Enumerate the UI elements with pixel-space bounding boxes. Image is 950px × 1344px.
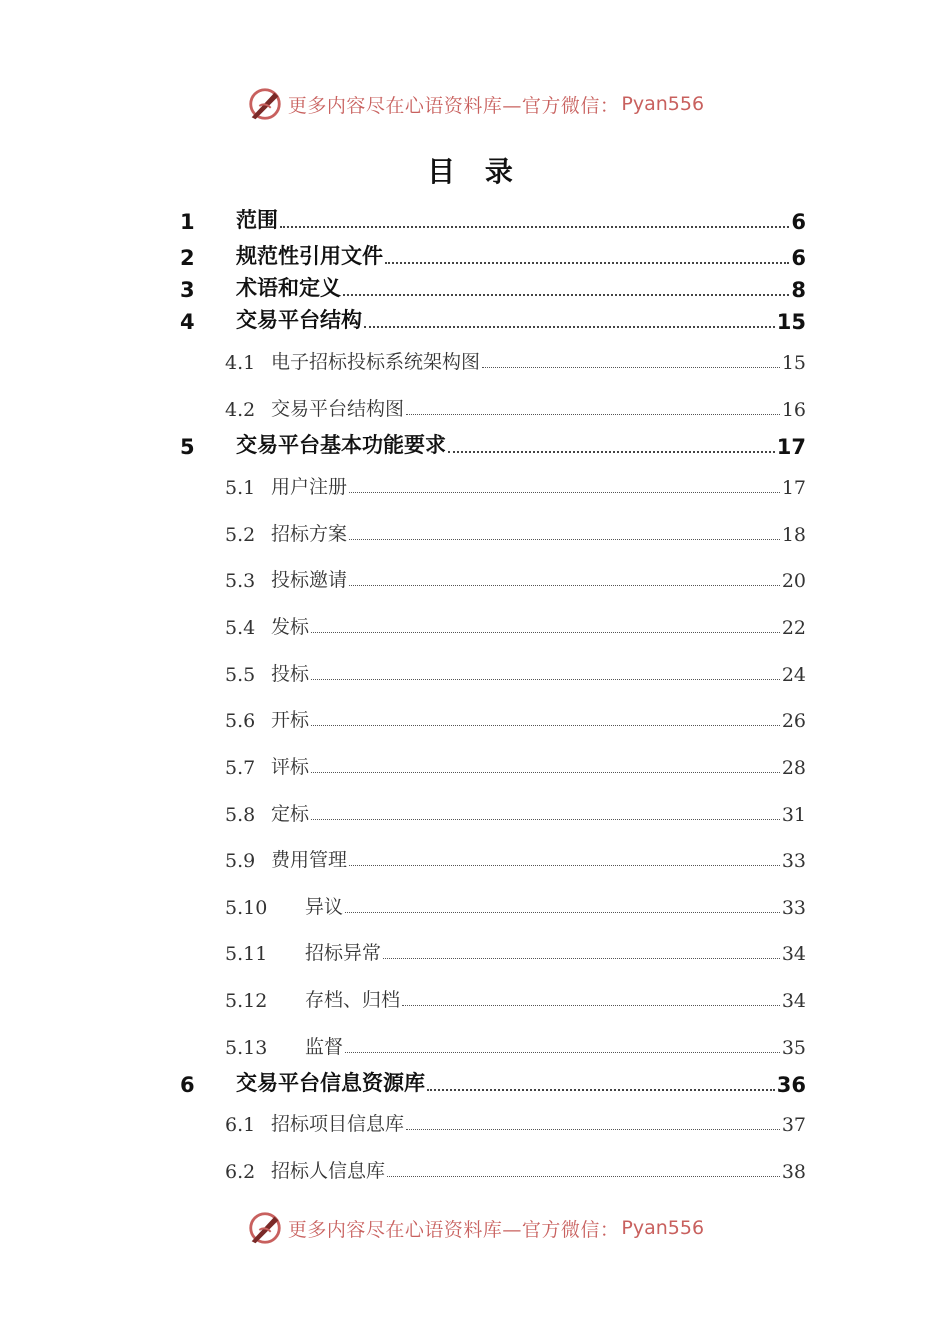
toc-page: 26 bbox=[781, 710, 806, 732]
toc-subentry[interactable] bbox=[225, 1110, 806, 1136]
toc-number: 5.4 bbox=[225, 617, 256, 639]
toc-page: 34 bbox=[781, 990, 806, 1012]
toc-subentry[interactable] bbox=[225, 473, 806, 499]
toc-title: 招标人信息库 bbox=[271, 1160, 386, 1182]
toc-leader bbox=[387, 1175, 780, 1177]
toc-title: 定标 bbox=[271, 803, 310, 825]
toc-number: 5.1 bbox=[225, 477, 256, 499]
toc-leader bbox=[406, 1128, 780, 1130]
toc-subentry[interactable] bbox=[225, 348, 806, 374]
toc-page: 37 bbox=[781, 1114, 806, 1136]
toc-leader bbox=[345, 1051, 780, 1053]
toc-leader bbox=[280, 225, 789, 228]
toc-title: 规范性引用文件 bbox=[236, 244, 383, 268]
toc-leader bbox=[349, 538, 780, 540]
toc-number: 1 bbox=[180, 210, 195, 234]
toc-title: 招标异常 bbox=[305, 942, 382, 964]
toc-page: 36 bbox=[776, 1073, 806, 1097]
toc-title: 术语和定义 bbox=[236, 276, 341, 300]
toc-page: 24 bbox=[781, 664, 806, 686]
toc-title: 存档、归档 bbox=[305, 989, 401, 1011]
toc-page: 15 bbox=[781, 352, 806, 374]
toc-number: 5.3 bbox=[225, 570, 256, 592]
toc-leader bbox=[311, 631, 780, 633]
toc-leader bbox=[402, 1004, 780, 1006]
toc-title: 异议 bbox=[305, 896, 344, 918]
toc-leader bbox=[349, 491, 780, 493]
toc-subentry[interactable] bbox=[225, 1157, 806, 1183]
toc-subentry[interactable] bbox=[225, 520, 806, 546]
toc-entry[interactable] bbox=[180, 1069, 806, 1097]
toc-number: 5.10 bbox=[225, 897, 268, 919]
toc-entry[interactable] bbox=[180, 242, 806, 270]
toc-number: 5.6 bbox=[225, 710, 256, 732]
toc-number: 5.12 bbox=[225, 990, 268, 1012]
toc-subentry[interactable] bbox=[225, 939, 806, 965]
toc-title: 用户注册 bbox=[271, 476, 348, 498]
toc-number: 5.11 bbox=[225, 943, 268, 965]
toc-title: 监督 bbox=[305, 1036, 344, 1058]
toc-title: 招标项目信息库 bbox=[271, 1113, 405, 1135]
toc-title: 投标 bbox=[271, 663, 310, 685]
toc-number: 5.7 bbox=[225, 757, 256, 779]
toc-entry[interactable] bbox=[180, 274, 806, 302]
page-title: 目 录 bbox=[427, 155, 523, 188]
toc-title: 电子招标投标系统架构图 bbox=[271, 351, 481, 373]
toc-number: 5.13 bbox=[225, 1037, 268, 1059]
toc-page: 17 bbox=[781, 477, 806, 499]
toc-page: 6 bbox=[791, 246, 806, 270]
toc-leader bbox=[311, 724, 780, 726]
header-banner bbox=[0, 84, 950, 124]
toc-title: 交易平台结构 bbox=[236, 308, 362, 332]
toc-title: 交易平台信息资源库 bbox=[236, 1071, 425, 1095]
toc-page: 18 bbox=[781, 524, 806, 546]
toc-subentry[interactable] bbox=[225, 1033, 806, 1059]
toc-page: 8 bbox=[791, 278, 806, 302]
banner-wechat-id: Pyan556 bbox=[621, 1217, 705, 1239]
toc-subentry[interactable] bbox=[225, 660, 806, 686]
toc-leader bbox=[311, 818, 780, 820]
toc-subentry[interactable] bbox=[225, 846, 806, 872]
toc-page: 34 bbox=[781, 943, 806, 965]
toc-entry[interactable] bbox=[180, 306, 806, 334]
toc-subentry[interactable] bbox=[225, 800, 806, 826]
toc-leader bbox=[427, 1088, 775, 1091]
toc-number: 5.5 bbox=[225, 664, 256, 686]
toc-number: 5.9 bbox=[225, 850, 256, 872]
toc-leader bbox=[345, 911, 780, 913]
toc-leader bbox=[482, 366, 780, 368]
toc-subentry[interactable] bbox=[225, 753, 806, 779]
toc-entry[interactable] bbox=[180, 431, 806, 459]
toc-number: 6.2 bbox=[225, 1161, 256, 1183]
toc-subentry[interactable] bbox=[225, 706, 806, 732]
toc-title: 费用管理 bbox=[271, 849, 348, 871]
toc-number: 4.2 bbox=[225, 399, 256, 421]
toc-title: 开标 bbox=[271, 709, 310, 731]
toc-number: 5.2 bbox=[225, 524, 256, 546]
toc-page: 20 bbox=[781, 570, 806, 592]
pen-circle-logo-icon bbox=[246, 1209, 284, 1247]
toc-subentry[interactable] bbox=[225, 986, 806, 1012]
toc-leader bbox=[364, 325, 775, 328]
toc-number: 6.1 bbox=[225, 1114, 256, 1136]
banner-text: 更多内容尽在心语资料库—官方微信： bbox=[287, 1218, 620, 1241]
toc-title: 发标 bbox=[271, 616, 310, 638]
toc-page: 35 bbox=[781, 1037, 806, 1059]
toc-title: 范围 bbox=[236, 208, 278, 232]
toc-subentry[interactable] bbox=[225, 395, 806, 421]
toc-leader bbox=[383, 957, 780, 959]
toc-page: 28 bbox=[781, 757, 806, 779]
toc-title: 交易平台基本功能要求 bbox=[236, 433, 446, 457]
toc-subentry[interactable] bbox=[225, 566, 806, 592]
toc-number: 6 bbox=[180, 1073, 195, 1097]
toc-title: 招标方案 bbox=[271, 523, 348, 545]
toc-subentry[interactable] bbox=[225, 893, 806, 919]
toc-leader bbox=[406, 413, 780, 415]
toc-number: 3 bbox=[180, 278, 195, 302]
toc-leader bbox=[385, 261, 789, 264]
toc-number: 4.1 bbox=[225, 352, 256, 374]
toc-page: 33 bbox=[781, 897, 806, 919]
toc-number: 4 bbox=[180, 310, 195, 334]
toc-number: 5 bbox=[180, 435, 195, 459]
toc-number: 2 bbox=[180, 246, 195, 270]
toc-page: 17 bbox=[776, 435, 806, 459]
toc-title: 评标 bbox=[271, 756, 310, 778]
toc-page: 22 bbox=[781, 617, 806, 639]
pen-circle-logo-icon bbox=[246, 85, 284, 123]
toc-leader bbox=[448, 450, 775, 453]
toc-leader bbox=[349, 864, 780, 866]
toc-page: 6 bbox=[791, 210, 806, 234]
banner-text: 更多内容尽在心语资料库—官方微信： bbox=[287, 94, 620, 117]
toc-page: 31 bbox=[781, 804, 806, 826]
toc-page: 16 bbox=[781, 399, 806, 421]
toc-title: 投标邀请 bbox=[271, 569, 348, 591]
footer-banner bbox=[0, 1208, 950, 1248]
banner-wechat-id: Pyan556 bbox=[621, 93, 705, 115]
toc-page: 33 bbox=[781, 850, 806, 872]
toc-page: 15 bbox=[776, 310, 806, 334]
toc-leader bbox=[349, 584, 780, 586]
toc-leader bbox=[311, 771, 780, 773]
toc-leader bbox=[343, 293, 789, 296]
toc-page: 38 bbox=[781, 1161, 806, 1183]
toc-title: 交易平台结构图 bbox=[271, 398, 405, 420]
toc-number: 5.8 bbox=[225, 804, 256, 826]
toc-leader bbox=[311, 678, 780, 680]
toc-subentry[interactable] bbox=[225, 613, 806, 639]
toc-entry[interactable] bbox=[180, 206, 806, 234]
